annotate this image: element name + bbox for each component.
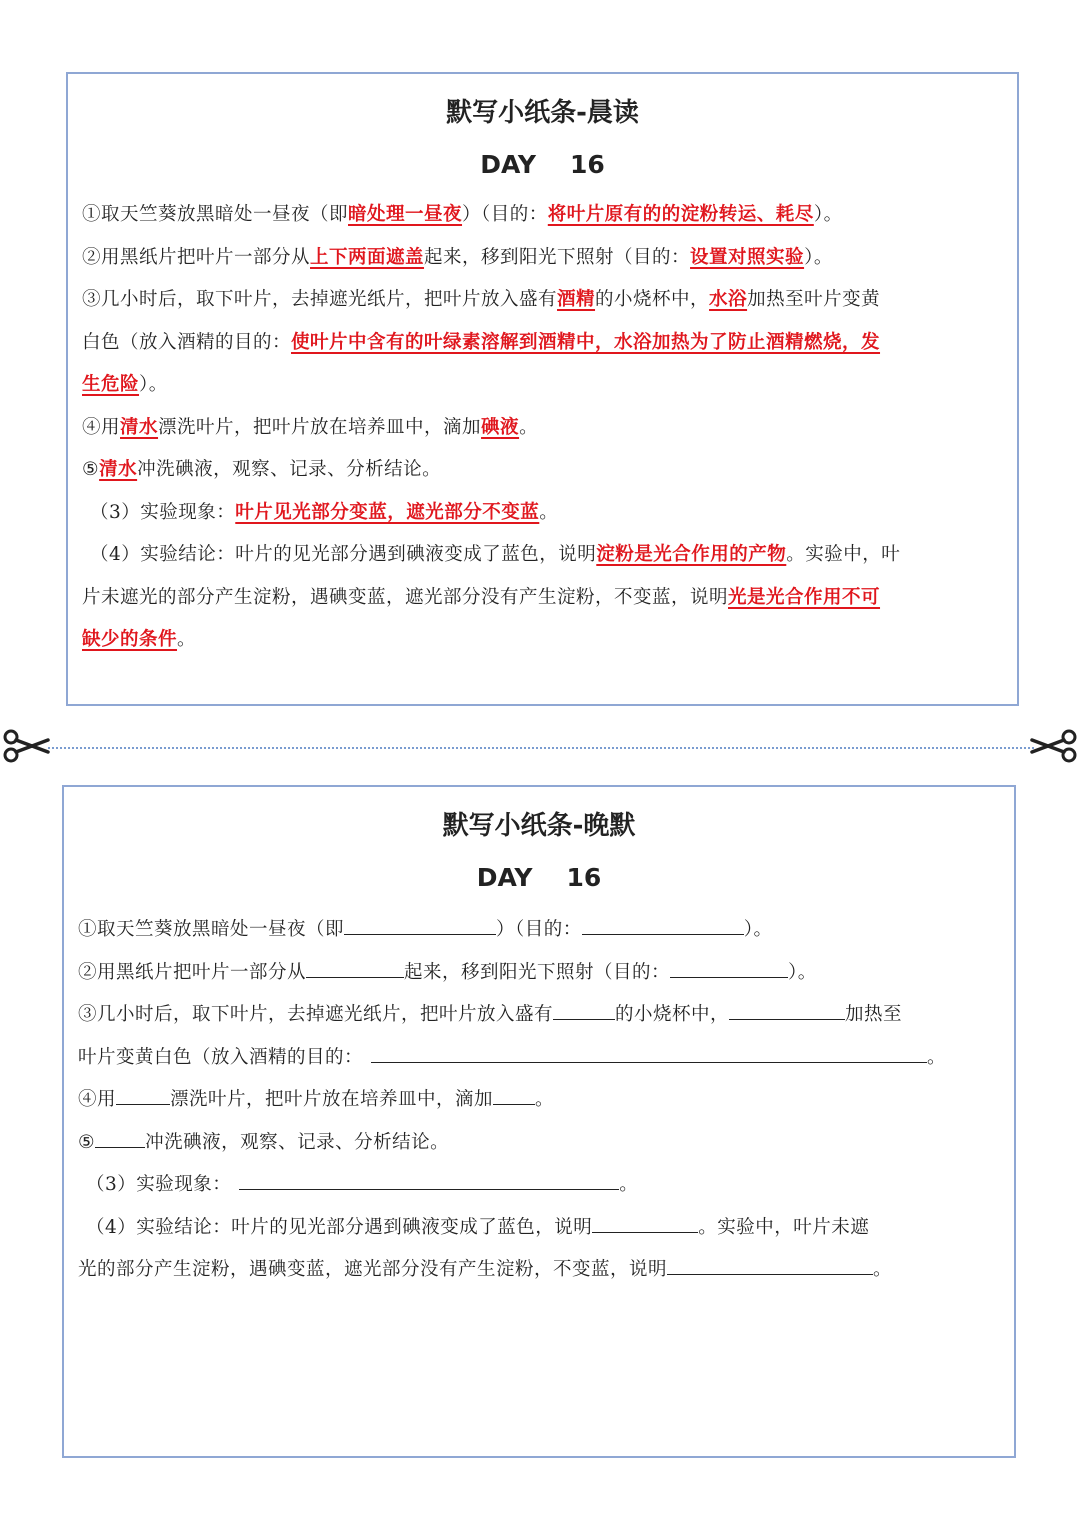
evening-line-1 — [78, 914, 773, 944]
evening-line-5 — [78, 1084, 554, 1114]
text-segment: ②用黑纸片把叶片一部分从 — [82, 247, 311, 268]
morning-line-8 — [90, 499, 558, 527]
text-segment: ③几小时后，取下叶片，去掉遮光纸片，把叶片放入盛有 — [82, 289, 558, 310]
answer: 使叶片中含有的叶绿素溶解到酒精中，水浴加热为了防止酒精燃烧，发 — [291, 332, 881, 353]
fill-blank[interactable] — [553, 999, 615, 1020]
morning-day — [68, 150, 1017, 179]
text-segment: ）。 — [804, 247, 833, 268]
evening-line-9 — [78, 1254, 892, 1284]
morning-day-number: 16 — [570, 150, 605, 179]
scissors-icon — [2, 728, 50, 764]
text-segment: 起来，移到阳光下照射（目的： — [404, 962, 671, 983]
morning-line-9 — [90, 541, 900, 569]
text-segment: 。 — [927, 1047, 947, 1068]
morning-line-11 — [82, 626, 196, 654]
evening-day-number: 16 — [566, 863, 602, 892]
text-segment: 起来，移到阳光下照射（目的： — [424, 247, 691, 268]
evening-day — [64, 863, 1014, 892]
scissors-icon — [1030, 728, 1078, 764]
text-segment: （4）实验结论：叶片的见光部分遇到碘液变成了蓝色，说明 — [90, 544, 597, 565]
answer: 暗处理一昼夜 — [348, 204, 463, 225]
text-segment: 。 — [873, 1259, 893, 1280]
morning-line-1 — [82, 201, 843, 229]
morning-line-2 — [82, 244, 833, 272]
morning-card — [66, 72, 1019, 706]
fill-blank[interactable] — [493, 1084, 535, 1105]
text-segment: 光的部分产生淀粉，遇碘变蓝，遮光部分没有产生淀粉，不变蓝，说明 — [78, 1259, 668, 1280]
text-segment: 。 — [519, 417, 539, 438]
text-segment: 冲洗碘液，观察、记录、分析结论。 — [137, 459, 442, 480]
text-segment: ）。 — [139, 374, 168, 395]
text-segment: 白色（放入酒精的目的： — [82, 332, 292, 353]
text-segment: 加热至叶片变黄 — [747, 289, 881, 310]
answer: 上下两面遮盖 — [310, 247, 425, 268]
morning-line-5 — [82, 371, 168, 399]
text-segment: 的小烧杯中， — [615, 1004, 730, 1025]
answer: 水浴 — [709, 289, 748, 310]
text-segment: 。 — [177, 629, 197, 650]
evening-line-7 — [86, 1169, 638, 1199]
answer: 缺少的条件 — [82, 629, 178, 650]
fill-blank[interactable] — [306, 957, 404, 978]
answer: 清水 — [99, 459, 138, 480]
text-segment: ⑤ — [78, 1132, 96, 1153]
fill-blank[interactable] — [582, 914, 744, 935]
fill-blank[interactable] — [371, 1042, 927, 1063]
text-segment: ）（目的： — [496, 919, 582, 940]
answer: 淀粉是光合作用的产物 — [596, 544, 787, 565]
text-segment: 加热至 — [845, 1004, 903, 1025]
answer: 清水 — [120, 417, 159, 438]
text-segment: ）。 — [788, 962, 817, 983]
text-segment: 。 — [535, 1089, 555, 1110]
text-segment: ④用 — [82, 417, 121, 438]
text-segment: 漂洗叶片，把叶片放在培养皿中，滴加 — [170, 1089, 494, 1110]
text-segment: ④用 — [78, 1089, 117, 1110]
text-segment: ）。 — [813, 204, 843, 225]
evening-title: 默写小纸条-晚默 — [442, 811, 636, 841]
text-segment: ）。 — [743, 919, 773, 940]
answer: 叶片见光部分变蓝，遮光部分不变蓝 — [235, 502, 540, 523]
text-segment: ①取天竺葵放黑暗处一昼夜（即 — [82, 204, 349, 225]
fill-blank[interactable] — [667, 1254, 873, 1275]
fill-blank[interactable] — [344, 914, 496, 935]
text-segment: ①取天竺葵放黑暗处一昼夜（即 — [78, 919, 345, 940]
fill-blank[interactable] — [239, 1169, 619, 1190]
morning-line-3 — [82, 286, 880, 314]
text-segment: （4）实验结论：叶片的见光部分遇到碘液变成了蓝色，说明 — [86, 1217, 593, 1238]
fill-blank[interactable] — [670, 957, 788, 978]
text-segment: 叶片变黄白色（放入酒精的目的： — [78, 1047, 364, 1068]
answer: 将叶片原有的的淀粉转运、耗尽 — [547, 204, 814, 225]
evening-line-6 — [78, 1127, 449, 1157]
text-segment: ）（目的： — [462, 204, 548, 225]
evening-card — [62, 785, 1016, 1458]
text-segment: （3）实验现象： — [86, 1174, 232, 1195]
text-segment: （3）实验现象： — [90, 502, 236, 523]
text-segment: ⑤ — [82, 459, 100, 480]
morning-line-10 — [82, 584, 880, 612]
evening-line-4 — [78, 1042, 946, 1072]
fill-blank[interactable] — [592, 1212, 698, 1233]
text-segment: 。 — [539, 502, 559, 523]
evening-line-8 — [86, 1212, 869, 1242]
fill-blank[interactable] — [729, 999, 845, 1020]
morning-title: 默写小纸条-晨读 — [446, 98, 639, 128]
text-segment: 。 — [619, 1174, 639, 1195]
answer: 生危险 — [82, 374, 140, 395]
fill-blank[interactable] — [95, 1127, 145, 1148]
evening-line-2 — [78, 957, 817, 987]
text-segment: ②用黑纸片把叶片一部分从 — [78, 962, 307, 983]
answer: 设置对照实验 — [690, 247, 805, 268]
evening-line-3 — [78, 999, 902, 1029]
text-segment: 。实验中，叶片未遮 — [698, 1217, 870, 1238]
fill-blank[interactable] — [116, 1084, 170, 1105]
text-segment: 漂洗叶片，把叶片放在培养皿中，滴加 — [158, 417, 482, 438]
text-segment: 冲洗碘液，观察、记录、分析结论。 — [145, 1132, 450, 1153]
morning-day-label: DAY — [480, 150, 536, 179]
cut-line — [48, 747, 1034, 749]
text-segment: 片未遮光的部分产生淀粉，遇碘变蓝，遮光部分没有产生淀粉，不变蓝，说明 — [82, 587, 729, 608]
morning-line-7 — [82, 456, 441, 484]
answer: 碘液 — [481, 417, 520, 438]
morning-line-6 — [82, 414, 538, 442]
text-segment: 的小烧杯中， — [595, 289, 710, 310]
answer: 光是光合作用不可 — [728, 587, 881, 608]
morning-line-4 — [82, 329, 880, 357]
evening-day-label: DAY — [476, 863, 533, 892]
text-segment: 。实验中，叶 — [786, 544, 901, 565]
text-segment: ③几小时后，取下叶片，去掉遮光纸片，把叶片放入盛有 — [78, 1004, 554, 1025]
answer: 酒精 — [557, 289, 596, 310]
